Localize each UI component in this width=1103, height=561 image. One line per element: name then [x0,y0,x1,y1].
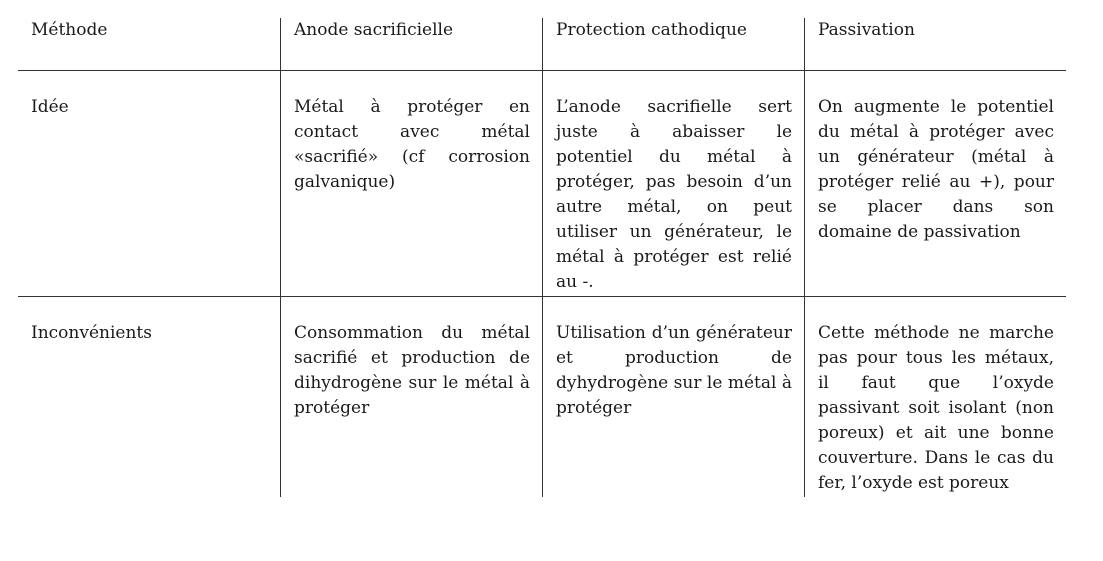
header-protection-cathodique: Protection cathodique [542,18,804,70]
cell-inconvenients-cathodique: Utilisation d’un générateur et production de dyhydrogène sur le métal à protéger [542,297,804,497]
cell-idee-passivation: On augmente le potentiel du métal à protéger avec un générateur (métal à protéger relié au +), pour se placer dans son domaine de passivation [804,71,1066,296]
comparison-table [18,18,1066,497]
row-label-idee: Idée [31,97,69,117]
cell-idee-cathodique: L’anode sacrifielle sert juste à abaisser le potentiel du métal à protéger, pas besoin d’un autre métal, on peut utiliser un générateur, le métal à protéger est relié au -. [542,71,804,296]
cell-inconvenients-anode: Consommation du métal sacrifié et production de dihydrogène sur le métal à protéger [280,297,542,497]
header-anode-sacrificielle: Anode sacrificielle [280,18,542,70]
cell-idee-anode: Métal à protéger en contact avec métal «sacrifié» (cf corrosion galvanique) [280,71,542,296]
cell-inconvenients-passivation: Cette méthode ne marche pas pour tous les métaux, il faut que l’oxyde passivant soit isolant (non poreux) et ait une bonne couverture. Dans le cas du fer, l’oxyde est poreux [804,297,1066,497]
table-row-idee [18,70,1066,296]
row-label-inconvenients: Inconvénients [31,323,152,343]
header-passivation: Passivation [804,18,1066,70]
table-row-inconvenients [18,296,1066,497]
header-methode: Méthode [31,20,108,40]
table-header-row [18,18,1066,70]
